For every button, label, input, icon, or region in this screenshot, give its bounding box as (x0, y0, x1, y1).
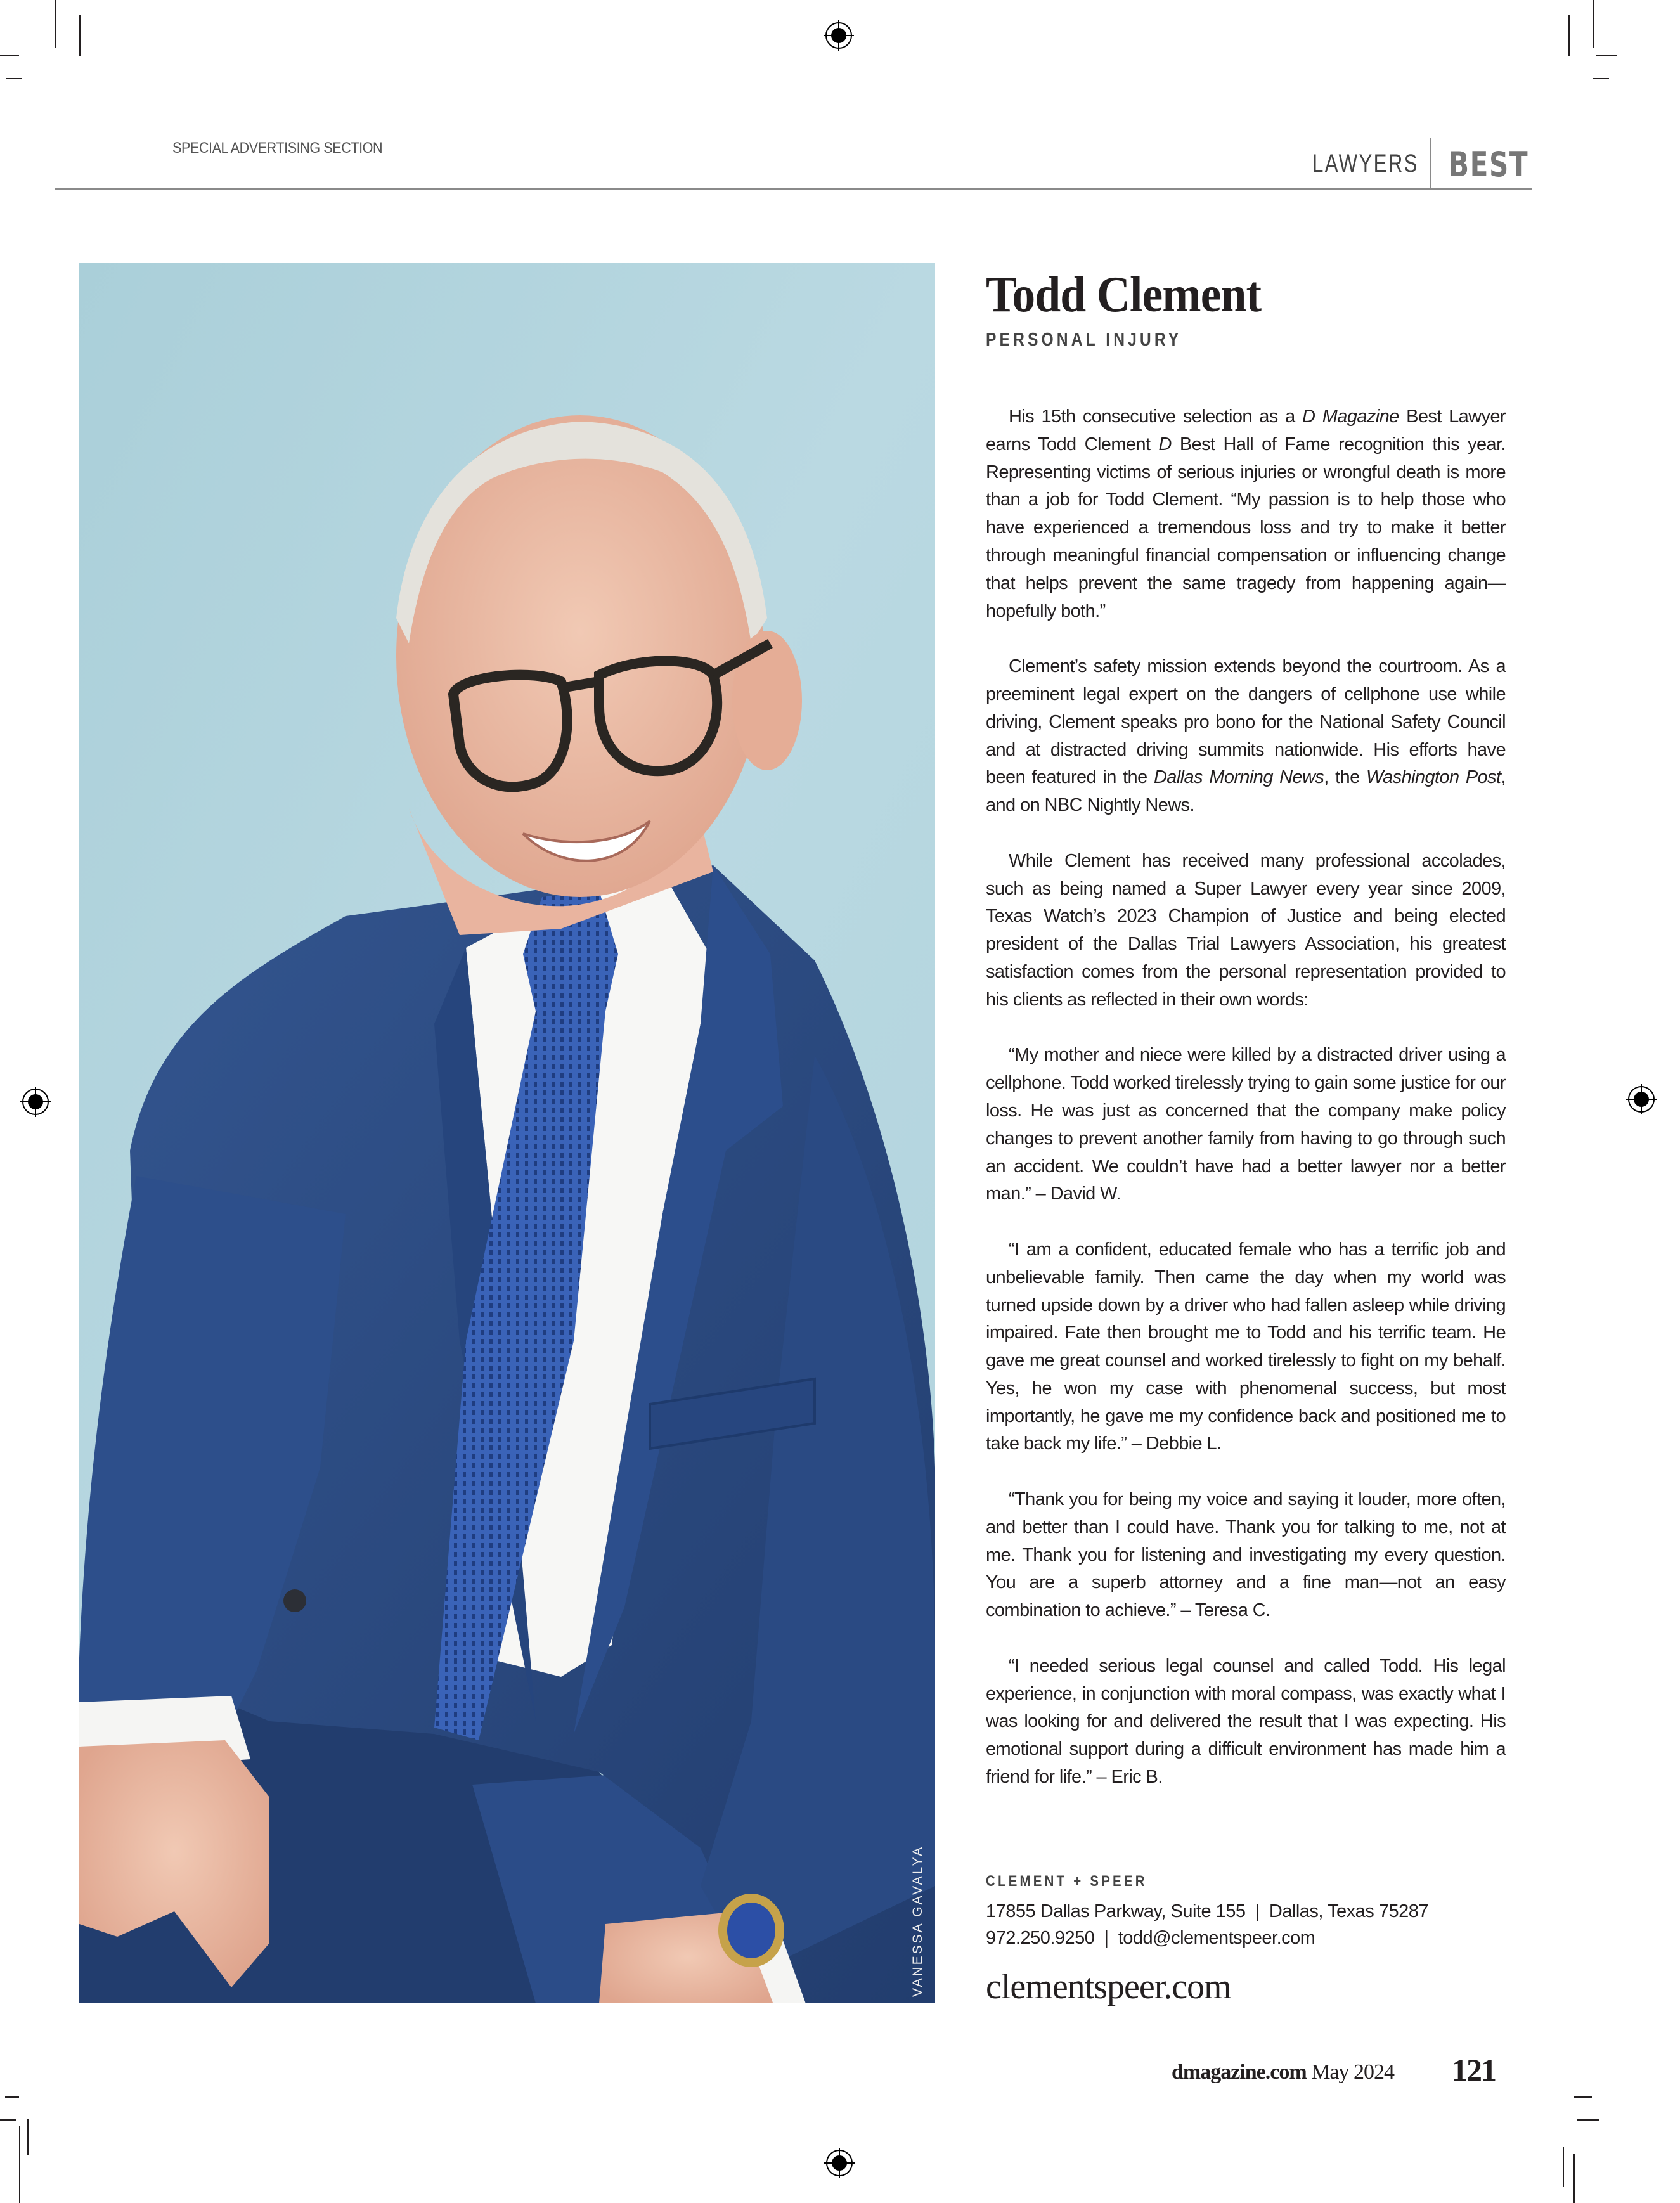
phone-number[interactable]: 972.250.9250 (986, 1928, 1095, 1948)
photo-credit: VANESSA GAVALYA (910, 1845, 925, 1997)
best-badge: BEST (1449, 145, 1529, 184)
article-paragraph: His 15th consecutive selection as a D Magazine Best Lawyer earns Todd Clement D Best Hall of Fame recognition this year. Representing victims of serious injuries or wrongful death is more than a job for Todd Clement. “My passion is to help those who have experienced a tremendous loss and try to make it better through meaningful financial compensation or influencing change that helps prevent the same tragedy from happening again—hopefully both.” (986, 406, 1506, 621)
header-rule (55, 188, 1532, 190)
article-paragraph: Clement’s safety mission extends beyond the courtroom. As a preeminent legal expert on the dangers of cellphone use while driving, Clement speaks pro bono for the National Safety Council and at distracted driving summits nationwide. His efforts have been featured in the Dallas Morning News, the Washington Post, and on NBC Nightly News. (986, 656, 1506, 816)
article-body (986, 403, 1506, 1819)
registration-mark-icon (19, 1085, 52, 1118)
footer-site: dmagazine.com (1172, 2060, 1307, 2084)
registration-mark-icon (1625, 1083, 1658, 1116)
crop-mark (1573, 2154, 1575, 2203)
crop-mark (1574, 2096, 1592, 2098)
crop-mark (55, 0, 56, 48)
testimonial: “I needed serious legal counsel and called Todd. His legal experience, in conjunction with moral compass, was exactly what I was looking for and delivered the result that I was expecting. His emotional support during a difficult environment has made him a friend for life.” – Eric B. (986, 1655, 1506, 1788)
portrait-photo (79, 263, 935, 2003)
footer-issue: May 2024 (1311, 2060, 1395, 2084)
testimonial: “My mother and niece were killed by a distracted driver using a cellphone. Todd worked tirelessly trying to gain some justice for our loss. He was just as concerned that the company make policy changes to prevent another family from having to go through such an accident. We couldn’t have had a better lawyer nor a better man.” – David W. (986, 1045, 1506, 1205)
crop-mark (6, 78, 22, 79)
profile-name: Todd Clement (986, 267, 1262, 323)
contact-block (986, 1898, 1506, 1951)
footer-credit (1172, 2060, 1394, 2084)
testimonial: “I am a confident, educated female who has a terrific job and unbelievable family. Then came the day when my world was turned upside down by a driver who had fallen asleep while driving impaired. Fate then brought me to Todd and his terrific team. He gave me great counsel and worked tirelessly to fight on my behalf. Yes, he won my case with phenomenal success, but most importantly, he gave me my confidence back and positioned me to take back my life.” – Debbie L. (986, 1239, 1506, 1454)
practice-area: PERSONAL INJURY (986, 330, 1182, 350)
crop-mark (0, 2119, 16, 2121)
article-paragraph: While Clement has received many professional accolades, such as being named a Super Lawyer every year since 2009, Texas Watch’s 2023 Champion of Justice and being elected president of the Dallas Trial Lawyers Association, his greatest satisfaction comes from the personal representation provided to his clients as reflected in their own words: (986, 850, 1506, 1010)
firm-name: CLEMENT + SPEER (986, 1873, 1147, 1890)
crop-mark (5, 2096, 19, 2098)
section-label: SPECIAL ADVERTISING SECTION (172, 139, 383, 157)
address-line: 17855 Dallas Parkway, Suite 155 | Dallas, Texas 75287 (986, 1901, 1428, 1922)
header-divider (1430, 138, 1431, 188)
registration-mark-icon (823, 2147, 856, 2180)
crop-mark (1593, 78, 1609, 79)
website-link[interactable]: clementspeer.com (986, 1967, 1231, 2006)
crop-mark (1563, 2147, 1564, 2187)
registration-mark-icon (822, 19, 855, 52)
page-number: 121 (1452, 2052, 1496, 2088)
crop-mark (79, 15, 81, 56)
testimonial: “Thank you for being my voice and saying it louder, more often, and better than I could have. Thank you for talking to me, not at me. Thank you for listening and investigating my every question. You are a superb attorney and a fine man—not an easy combination to achieve.” – Teresa C. (986, 1489, 1506, 1621)
crop-mark (1596, 55, 1617, 56)
crop-mark (1568, 15, 1570, 56)
crop-mark (0, 55, 19, 56)
phone-email-line: 972.250.9250 | todd@clementspeer.com (986, 1928, 1315, 1948)
category-label: LAWYERS (1312, 150, 1419, 178)
email-link[interactable]: todd@clementspeer.com (1118, 1928, 1315, 1948)
crop-mark (19, 2126, 20, 2203)
crop-mark (1593, 0, 1594, 48)
crop-mark (27, 2119, 29, 2155)
crop-mark (1577, 2119, 1599, 2121)
